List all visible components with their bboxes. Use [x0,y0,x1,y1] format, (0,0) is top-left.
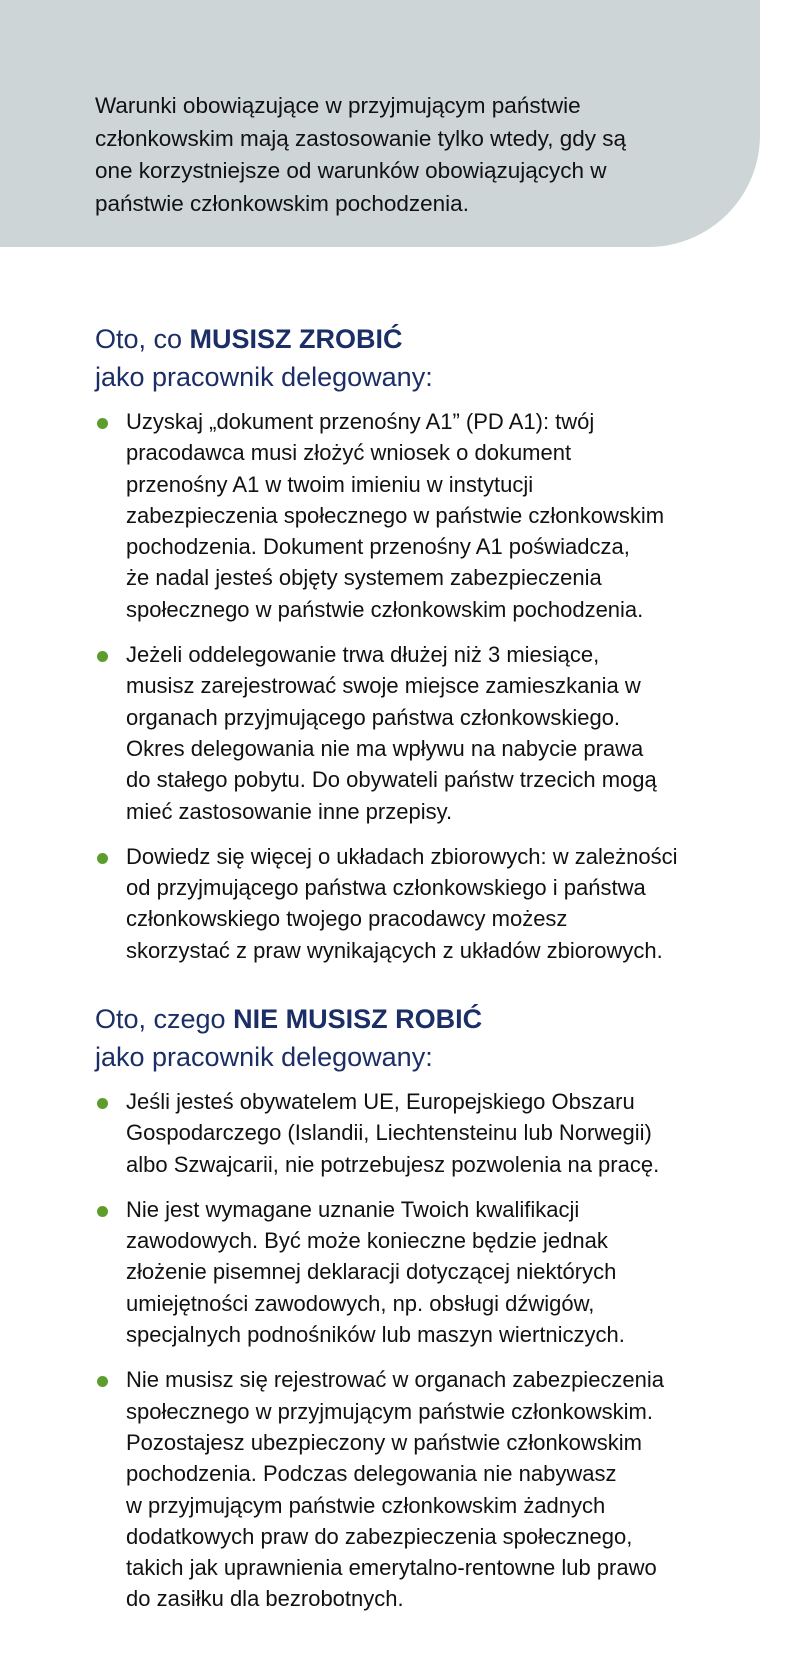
item-line: Nie musisz się rejestrować w organach zabezpieczenia [126,1367,665,1393]
need-not-do-heading-prefix: Oto, czego [95,1004,234,1034]
intro-line: członkowskim mają zastosowanie tylko wtedy, gdy są [95,125,627,151]
item-line: społecznego w państwie członkowskim pochodzenia. [126,596,644,622]
list-item [95,1086,775,1180]
item-line: umiejętności zawodowych, np. obsługi dźwigów, [126,1290,595,1316]
list-item [95,1194,775,1350]
item-line: Nie jest wymagane uznanie Twoich kwalifikacji [126,1196,580,1222]
bullet-icon [97,651,108,662]
must-do-heading-emphasis: MUSISZ ZROBIĆ [189,324,403,354]
must-do-section [95,320,775,980]
item-line: pochodzenia. Podczas delegowania nie nabywasz [126,1461,617,1487]
need-not-do-section [95,1000,775,1629]
intro-box [0,0,760,247]
list-item [95,841,775,966]
item-line: od przyjmującego państwa członkowskiego i państwa [126,875,646,901]
item-line: Okres delegowania nie ma wpływu na nabycie prawa [126,735,644,761]
item-line: do zasiłku dla bezrobotnych. [126,1586,404,1612]
list-item [95,1364,775,1614]
item-line: specjalnych podnośników lub maszyn wiertniczych. [126,1322,625,1348]
must-do-heading [95,320,775,396]
item-line: pracodawca musi złożyć wniosek o dokument [126,440,572,466]
need-not-do-heading-suffix: jako pracownik delegowany: [95,1042,433,1072]
intro-line: one korzystniejsze od warunków obowiązujących w [95,158,607,183]
item-line: zawodowych. Być może konieczne będzie jednak [126,1228,608,1254]
item-line: musisz zarejestrować swoje miejsce zamieszkania w [126,673,641,699]
item-line: członkowskiego twojego pracodawcy możesz [126,906,568,932]
item-line: Gospodarczego (Islandii, Liechtensteinu lub Norwegii) [126,1120,652,1146]
intro-line: państwie członkowskim pochodzenia. [95,190,469,216]
must-do-list [95,406,775,966]
item-line: pochodzenia. Dokument przenośny A1 poświadcza, [126,534,630,560]
need-not-do-heading-emphasis: NIE MUSISZ ROBIĆ [233,1004,483,1034]
item-line: przenośny A1 w twoim imieniu w instytucji [126,471,534,497]
item-line: skorzystać z praw wynikających z układów zbiorowych. [126,937,663,963]
bullet-icon [97,853,108,864]
must-do-heading-prefix: Oto, co [95,324,190,354]
item-line: Jeżeli oddelegowanie trwa dłużej niż 3 miesiące, [126,642,600,668]
item-line: społecznego w przyjmującym państwie członkowskim. [126,1398,653,1424]
intro-line: Warunki obowiązujące w przyjmującym państwie [95,93,581,118]
item-line: że nadal jesteś objęty systemem zabezpieczenia [126,565,602,591]
item-line: takich jak uprawnienia emerytalno-rentowne lub prawo [126,1555,657,1581]
item-line: Pozostajesz ubezpieczony w państwie członkowskim [126,1429,643,1455]
bullet-icon [97,1098,108,1109]
item-line: Uzyskaj „dokument przenośny A1” (PD A1): twój [126,409,595,434]
list-item [95,406,775,625]
item-line: dodatkowych praw do zabezpieczenia społecznego, [126,1523,633,1549]
need-not-do-heading [95,1000,775,1076]
must-do-heading-suffix: jako pracownik delegowany: [95,362,433,392]
bullet-icon [97,418,108,429]
item-line: organach przyjmującego państwa członkowskiego. [126,704,621,730]
intro-text [95,90,725,220]
need-not-do-list [95,1086,775,1615]
item-line: mieć zastosowanie inne przepisy. [126,798,453,824]
item-line: w przyjmującym państwie członkowskim żadnych [126,1492,606,1518]
item-line: zabezpieczenia społecznego w państwie członkowskim [126,502,665,528]
bullet-icon [97,1376,108,1387]
item-line: albo Szwajcarii, nie potrzebujesz pozwolenia na pracę. [126,1151,660,1177]
item-line: Jeśli jesteś obywatelem UE, Europejskiego Obszaru [126,1089,635,1114]
item-line: złożenie pisemnej deklaracji dotyczącej niektórych [126,1259,617,1285]
bullet-icon [97,1206,108,1217]
list-item [95,639,775,827]
item-line: do stałego pobytu. Do obywateli państw trzecich mogą [126,767,657,793]
item-line: Dowiedz się więcej o układach zbiorowych: w zależności [126,843,678,869]
